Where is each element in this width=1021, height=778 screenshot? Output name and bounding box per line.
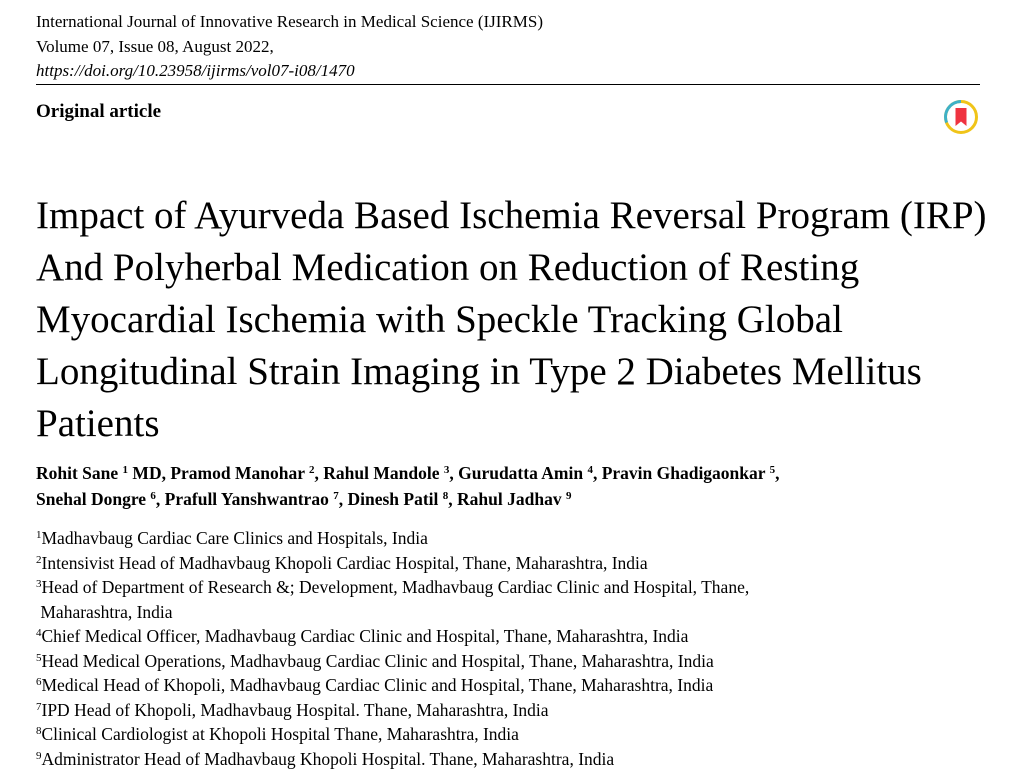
author-entry xyxy=(347,489,457,509)
affiliation-item xyxy=(36,673,996,698)
doi-link[interactable]: https://doi.org/10.23958/ijirms/vol07-i08/1470 xyxy=(36,61,355,80)
affiliation-item xyxy=(36,551,996,576)
author-name: Rahul Mandole xyxy=(323,463,444,483)
author-separator: , xyxy=(338,488,348,509)
affiliation-text: Intensivist Head of Madhavbaug Khopoli Cardiac Hospital, Thane, Maharashtra, India xyxy=(41,552,648,573)
affiliation-item xyxy=(36,747,996,772)
affiliation-text: Clinical Cardiologist at Khopoli Hospital Thane, Maharashtra, India xyxy=(41,724,519,744)
author-entry xyxy=(602,463,780,483)
author-separator: MD, xyxy=(128,463,171,483)
author-affiliation-number: 1 xyxy=(122,464,129,476)
author-affiliation-number: 6 xyxy=(150,489,156,502)
author-entry xyxy=(36,489,165,509)
affiliation-number: 5 xyxy=(36,651,42,664)
author-list xyxy=(36,461,996,512)
author-separator: , xyxy=(775,463,780,483)
article-title: Impact of Ayurveda Based Ischemia Reversal Program (IRP) And Polyherbal Medication on Reduction of Resting Myocardial Ischemia with Speckle Tracking Global Longitudinal Strain Imaging in Type 2 Diabetes Mellitus Patients xyxy=(36,194,987,445)
author-name: Rohit Sane xyxy=(36,463,123,483)
journal-volume: Volume 07, Issue 08, August 2022, xyxy=(36,36,274,56)
affiliation-number: 7 xyxy=(36,700,42,713)
affiliation-text: Head Medical Operations, Madhavbaug Cardiac Clinic and Hospital, Thane, Maharashtra, India xyxy=(41,650,714,671)
affiliation-text: Head of Department of Research &; Development, Madhavbaug Cardiac Clinic and Hospital, Thane, Maharashtra, India xyxy=(40,577,750,622)
author-affiliation-number: 8 xyxy=(442,489,449,502)
affiliation-text: Medical Head of Khopoli, Madhavbaug Cardiac Clinic and Hospital, Thane, Maharashtra, India xyxy=(41,675,714,695)
affiliation-item xyxy=(36,722,996,747)
author-affiliation-number: 4 xyxy=(587,464,593,476)
affiliation-number: 4 xyxy=(36,627,42,639)
affiliation-number: 8 xyxy=(36,725,42,737)
author-affiliation-number: 9 xyxy=(565,489,572,502)
affiliation-number: 9 xyxy=(36,749,42,762)
author-name: Gurudatta Amin xyxy=(458,463,588,483)
author-name: Snehal Dongre xyxy=(36,488,151,509)
affiliation-text: Chief Medical Officer, Madhavbaug Cardiac Clinic and Hospital, Thane, Maharashtra, India xyxy=(41,626,689,646)
author-affiliation-number: 2 xyxy=(309,464,315,476)
affiliation-text: IPD Head of Khopoli, Madhavbaug Hospital. Thane, Maharashtra, India xyxy=(41,699,549,720)
author-name: Pravin Ghadigaonkar xyxy=(601,463,770,483)
article-type-label: Original article xyxy=(36,101,162,122)
author-separator: , xyxy=(314,463,324,483)
author-affiliation-number: 7 xyxy=(333,489,339,502)
affiliation-text: Madhavbaug Cardiac Care Clinics and Hospitals, India xyxy=(41,528,428,548)
affiliation-number: 2 xyxy=(36,553,42,566)
author-affiliation-number: 3 xyxy=(443,464,450,476)
affiliation-item xyxy=(36,624,996,649)
affiliation-item xyxy=(36,649,996,674)
author-separator: , xyxy=(592,463,602,483)
affiliation-text: Administrator Head of Madhavbaug Khopoli Hospital. Thane, Maharashtra, India xyxy=(41,748,615,769)
author-name: Dinesh Patil xyxy=(347,488,443,509)
author-separator: , xyxy=(155,488,165,509)
affiliation-item xyxy=(36,526,996,551)
journal-name: International Journal of Innovative Research in Medical Science (IJIRMS) xyxy=(36,12,544,31)
affiliation-number: 3 xyxy=(36,578,42,590)
affiliation-number: 1 xyxy=(36,529,42,541)
crossmark-icon[interactable] xyxy=(944,100,978,134)
author-entry xyxy=(458,463,602,483)
affiliation-item xyxy=(36,698,996,723)
affiliation-list xyxy=(36,526,996,771)
author-name: Rahul Jadhav xyxy=(457,488,566,509)
affiliation-item xyxy=(36,575,996,624)
author-entry xyxy=(170,463,323,483)
author-entry xyxy=(36,463,170,483)
author-name: Pramod Manohar xyxy=(170,463,310,483)
author-separator: , xyxy=(449,463,459,483)
author-name: Prafull Yanshwantrao xyxy=(164,488,334,509)
author-separator: , xyxy=(448,488,458,509)
author-entry xyxy=(165,489,348,509)
journal-header xyxy=(36,10,980,84)
author-entry xyxy=(323,463,458,483)
affiliation-number: 6 xyxy=(36,676,42,688)
header-divider xyxy=(36,84,980,85)
author-affiliation-number: 5 xyxy=(769,464,776,476)
author-entry xyxy=(457,489,571,509)
